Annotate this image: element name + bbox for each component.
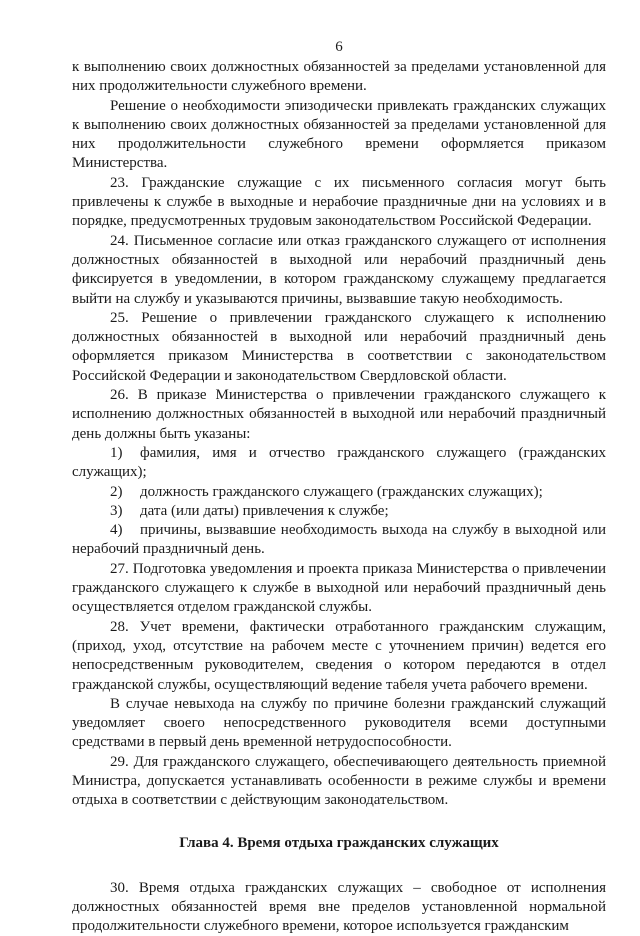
paragraph-27: 27. Подготовка уведомления и проекта приказа Министерства о привлечении гражданского служащего к службе в выходной или нерабочий праздничный день осуществляется отделом гражданской службы. (72, 560, 606, 616)
paragraph-illness: В случае невыхода на службу по причине болезни гражданский служащий уведомляет своего непосредственного руководителя всеми доступными средствами в первый день временной нетрудоспособности. (72, 695, 606, 751)
list-item (72, 521, 606, 560)
list-item-text: должность гражданского служащего (гражданских служащих); (140, 483, 543, 500)
paragraph-29: 29. Для гражданского служащего, обеспечивающего деятельность приемной Министра, допускается устанавливать особенности в режиме службы и времени отдыха в соответствии с действующим законодательством. (72, 753, 606, 809)
paragraph-23: 23. Гражданские служащие с их письменного согласия могут быть привлечены к службе в выходные и нерабочие праздничные дни на условиях и в порядке, предусмотренных трудовым законодательством Российской Федерации. (72, 174, 606, 230)
paragraph-decision: Решение о необходимости эпизодически привлекать гражданских служащих к выполнению своих должностных обязанностей за пределами установленной для них продолжительности служебного времени оформляется приказом Министерства. (72, 97, 606, 172)
list-item (72, 483, 606, 502)
paragraph-26: 26. В приказе Министерства о привлечении гражданского служащего к исполнению должностных обязанностей в выходной или нерабочий праздничный день должны быть указаны: (72, 387, 606, 442)
list-item-number: 2) (110, 483, 123, 500)
list-item-number: 1) (110, 444, 123, 461)
paragraph-28: 28. Учет времени, фактически отработанного гражданским служащим, (приход, уход, отсутствие на рабочем месте с уточнением причин) ведется его непосредственным руководителем, сведения о котором передаются в отдел гражданской службы, осуществляющий ведение табеля учета рабочего времени. (72, 618, 606, 693)
paragraph-30: 30. Время отдыха гражданских служащих – свободное от исполнения должностных обязанностей время вне пределов установленной нормальной продолжительности служебного времени, которое используется гражданским (72, 879, 606, 935)
list-item-text: фамилия, имя и отчество гражданского служащего (гражданских служащих); (72, 444, 606, 481)
paragraph-continuation: к выполнению своих должностных обязанностей за пределами установленной для них продолжительности служебного времени. (72, 59, 606, 95)
chapter-title: Глава 4. Время отдыха гражданских служащих (179, 834, 499, 851)
list-item-text: причины, вызвавшие необходимость выхода на службу в выходной или нерабочий праздничный день. (72, 522, 606, 558)
list-item (72, 444, 606, 483)
paragraph-24: 24. Письменное согласие или отказ гражданского служащего от исполнения должностных обязанностей в выходной или нерабочий праздничный день фиксируется в уведомлении, в котором гражданскому служащему предлагается выйти на службу и указываются причины, вызвавшие такую необходимость. (72, 232, 606, 307)
page-number: 6 (335, 39, 343, 55)
list-item-text: дата (или даты) привлечения к службе; (140, 502, 389, 519)
paragraph-25: 25. Решение о привлечении гражданского служащего к исполнению должностных обязанностей в выходной или нерабочий праздничный день оформляется приказом Министерства в соответствии с законодательством Российской Федерации и законодательством Свердловской области. (72, 309, 606, 384)
list-item (72, 502, 606, 521)
list-item-number: 3) (110, 502, 123, 519)
list-item-number: 4) (110, 522, 123, 539)
